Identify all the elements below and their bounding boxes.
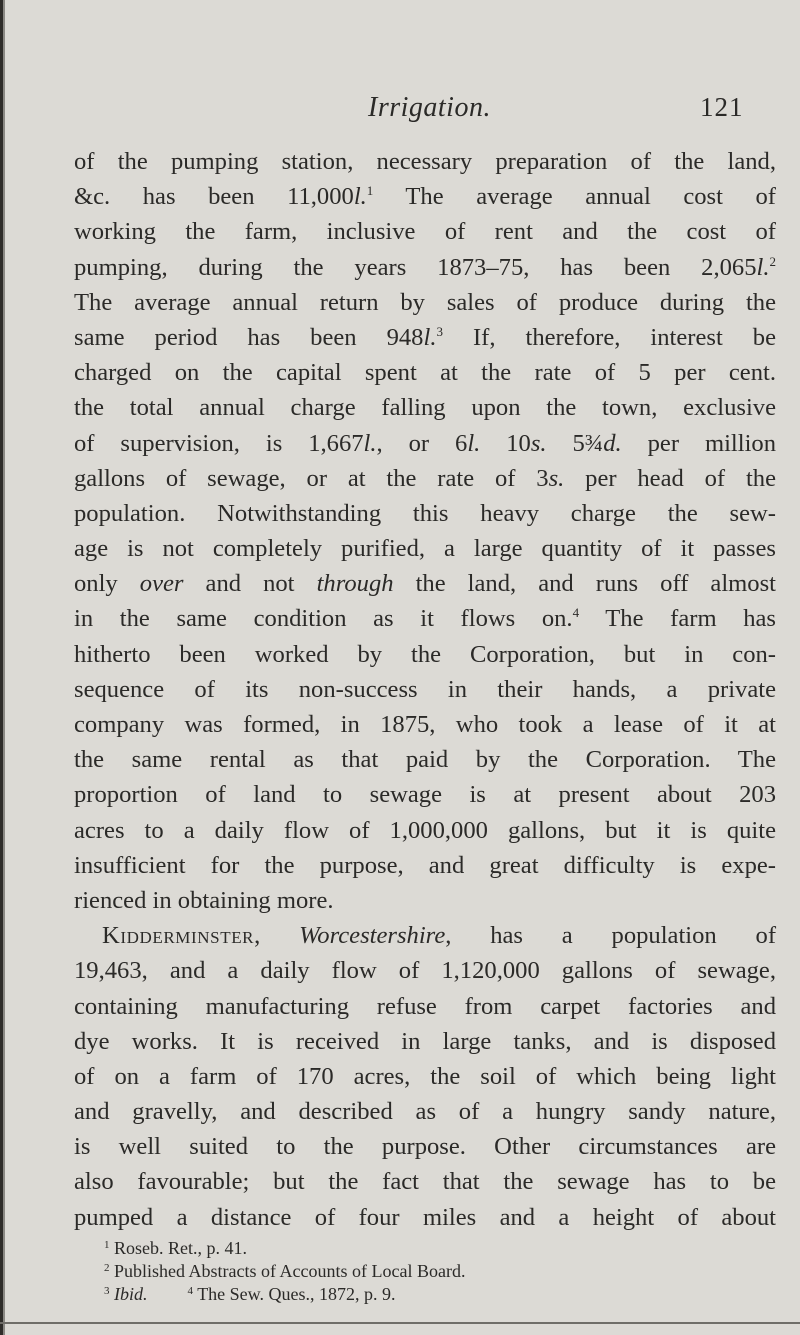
text-line: age is not completely purified, a large quantity of it passes (74, 535, 776, 563)
text-line: rienced in obtaining more. (74, 886, 334, 914)
text-line: of on a farm of 170 acres, the soil of which being light (74, 1062, 776, 1090)
body-text (74, 144, 776, 1235)
text-line: charged on the capital spent at the rate of 5 per cent. (74, 359, 776, 387)
text-line: dye works. It is received in large tanks, and is disposed (74, 1027, 776, 1055)
text-line: in the same condition as it flows on.$^4$ The farm has (74, 605, 776, 633)
text-line: company was formed, in 1875, who took a lease of it at (74, 711, 776, 738)
text-line: of the pumping station, necessary preparation of the land, (74, 148, 776, 175)
text-line: working the farm, inclusive of rent and the cost of (74, 218, 776, 246)
text-line: hitherto been worked by the Corporation, but in con- (74, 640, 776, 668)
text-line: insufficient for the purpose, and great difficulty is expe- (74, 851, 776, 879)
text-line: only over and not through the land, and runs off almost (74, 570, 777, 598)
text-line: also favourable; but the fact that the sewage has to be (74, 1168, 776, 1196)
page-bottom-edge (0, 1322, 800, 1324)
text-line: acres to a daily flow of 1,000,000 gallons, but it is quite (74, 816, 776, 844)
text-line: same period has been 948l.$^3$ If, therefore, interest be (74, 323, 776, 351)
footnote-2: $^2$ Published Abstracts of Accounts of Local Board. (104, 1261, 466, 1281)
page-number: 121 (700, 92, 744, 122)
county-name: Worcestershire (299, 922, 446, 950)
text-line: is well suited to the purpose. Other circumstances are (74, 1133, 776, 1161)
text-line: pumping, during the years 1873–75, has been 2,065l.$^2$ (74, 253, 776, 281)
text-line: Kidderminster, Worcestershire, has a population of (102, 922, 777, 950)
footnote-ref: 1 (366, 183, 374, 199)
footnote-1: $^1$ Roseb. Ret., p. 41. (104, 1238, 247, 1258)
text-line: gallons of sewage, or at the rate of 3s. per head of the (74, 464, 776, 492)
text-line: The average annual return by sales of produce during the (74, 288, 776, 316)
text-line: pumped a distance of four miles and a height of about (74, 1203, 776, 1231)
footnote-3-4: $^3$ Ibid. $^4$ The Sew. Ques., 1872, p. 9. (104, 1284, 396, 1304)
text-line: sequence of its non-success in their hands, a private (74, 675, 776, 703)
footnote-ref: 2 (769, 253, 776, 269)
running-head (0, 92, 800, 132)
text-line: the total annual charge falling upon the town, exclusive (74, 394, 776, 422)
text-line: &c. has been 11,000l.$^1$ The average annual cost of (74, 183, 776, 211)
text-line: population. Notwithstanding this heavy charge the sew- (74, 499, 776, 527)
text-line: containing manufacturing refuse from carpet factories and (74, 992, 776, 1020)
footnote-ref: 4 (572, 605, 580, 621)
text-line: of supervision, is 1,667l., or 6l. 10s. 5¾d. per million (74, 429, 776, 457)
page-binding-edge (0, 0, 8, 1335)
running-title: Irrigation. (368, 92, 491, 123)
place-name: Kidderminster (102, 922, 255, 950)
text-line: proportion of land to sewage is at present about 203 (74, 781, 776, 809)
text-line: the same rental as that paid by the Corporation. The (74, 746, 776, 774)
footnotes (104, 1237, 704, 1306)
text-line: and gravelly, and described as of a hungry sandy nature, (74, 1098, 776, 1126)
footnote-ref: 3 (436, 323, 443, 339)
text-line: 19,463, and a daily flow of 1,120,000 gallons of sewage, (74, 957, 776, 985)
